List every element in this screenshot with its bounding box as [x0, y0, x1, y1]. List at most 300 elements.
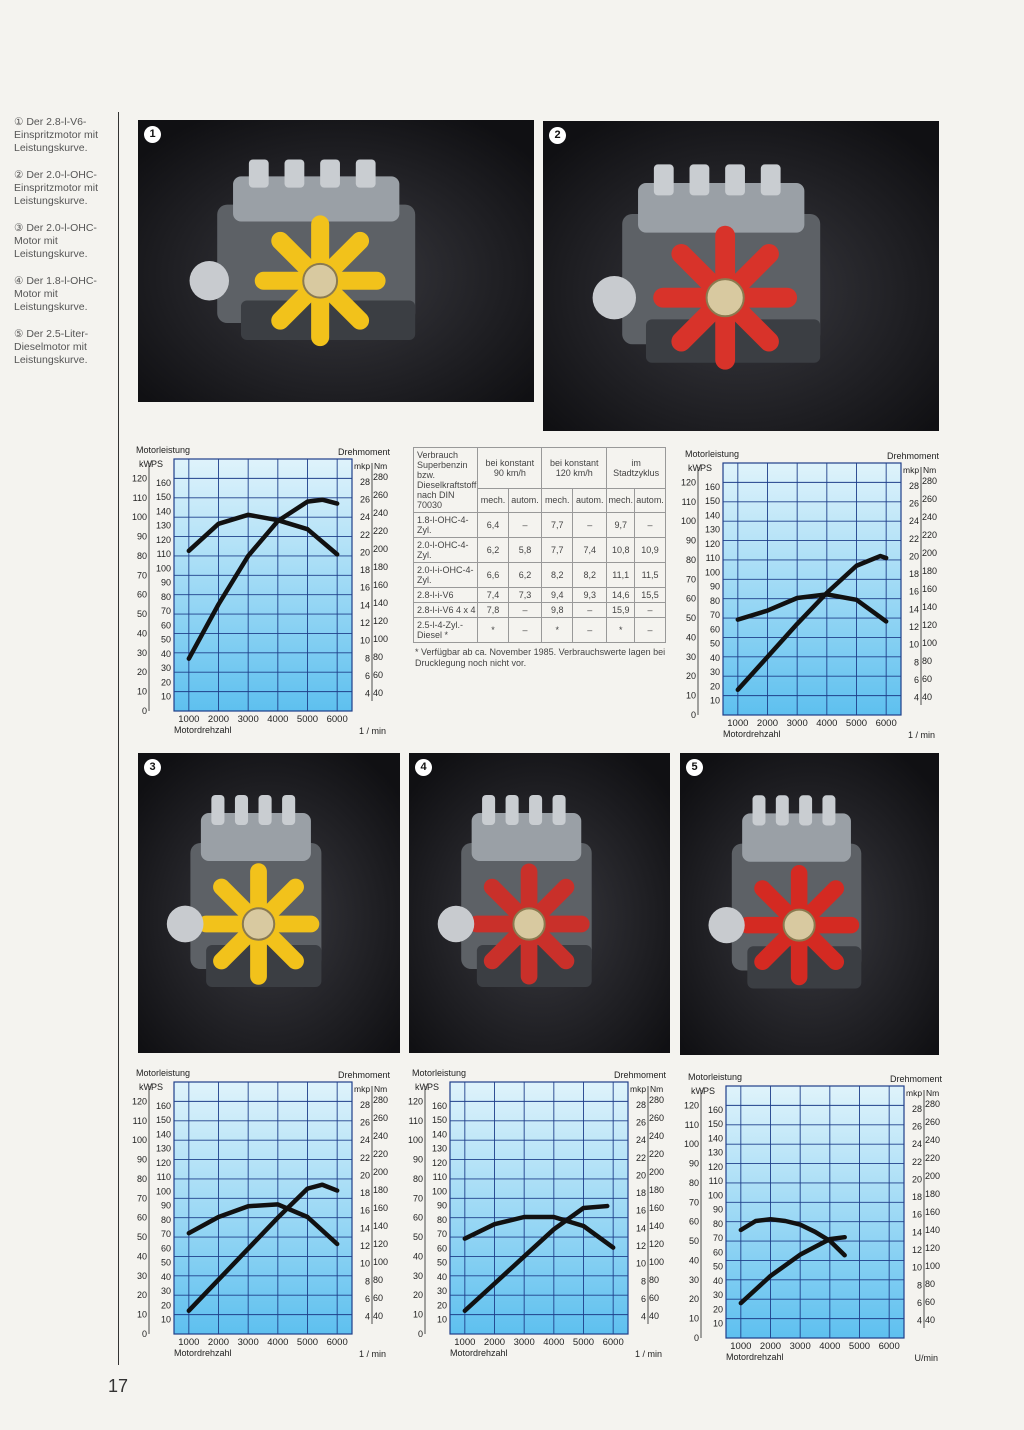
kw-tick-label: 100 [680, 516, 696, 527]
mkp-tick-label: 12 [635, 1241, 646, 1252]
table-cell: * [478, 618, 508, 643]
ps-tick-label: 160 [155, 477, 171, 488]
ps-tick-label: 20 [712, 1304, 723, 1315]
ps-tick-label: 70 [709, 610, 720, 621]
mkp-tick-label: 14 [359, 1223, 370, 1234]
nm-tick-label: 200 [925, 1171, 941, 1181]
table-cell: 8,2 [542, 563, 573, 588]
ps-tick-label: 100 [704, 567, 720, 578]
ps-tick-label: 30 [709, 667, 720, 678]
kw-tick-label: 50 [688, 1236, 699, 1247]
x-tick-label: 5000 [296, 1337, 319, 1348]
nm-tick-label: 40 [649, 1311, 660, 1321]
x-tick-label: 5000 [296, 714, 319, 725]
mkp-tick-label: 6 [364, 671, 370, 682]
kw-tick-label: 30 [412, 1270, 423, 1281]
kw-tick-label: 70 [688, 1197, 699, 1208]
table-cell: * [607, 618, 635, 643]
kw-tick-label: 10 [685, 690, 696, 701]
y-right-title: Drehmoment [613, 1070, 666, 1080]
nm-tick-label: 80 [373, 652, 384, 662]
x-tick-label: 3000 [237, 714, 259, 725]
plot-area [726, 1086, 904, 1338]
nm-tick-label: 120 [925, 1243, 941, 1253]
nm-tick-label: 280 [373, 472, 389, 482]
ps-tick-label: 30 [160, 1286, 171, 1297]
mkp-tick-label: 12 [911, 1245, 922, 1256]
ps-tick-label: 40 [436, 1271, 447, 1282]
ps-tick-label: 70 [712, 1233, 723, 1244]
mkp-tick-label: 14 [359, 600, 370, 611]
ps-tick-label: 50 [436, 1257, 447, 1268]
mkp-tick-label: 10 [635, 1258, 646, 1269]
nm-unit-label: Nm [926, 1088, 940, 1098]
fan [747, 873, 851, 977]
x-tick-label: 2000 [207, 1337, 230, 1348]
table-group-120: bei konstant 120 km/h [542, 448, 607, 489]
kw-tick-label: 20 [412, 1290, 423, 1301]
kw-tick-label: 100 [683, 1139, 699, 1150]
ps-unit-label: PS [151, 1082, 164, 1092]
fan-hub [243, 908, 274, 939]
alternator [190, 261, 229, 300]
chart-svg [131, 1066, 394, 1362]
intake-runner [753, 795, 766, 825]
nm-tick-label: 140 [925, 1225, 941, 1235]
table-cell: * [542, 618, 573, 643]
mkp-tick-label: 14 [911, 1227, 922, 1238]
engine-photo-3 [138, 753, 400, 1053]
nm-tick-label: 120 [373, 1239, 389, 1249]
intake-runner [356, 159, 376, 187]
ps-tick-label: 120 [431, 1157, 447, 1168]
y-right-title: Drehmoment [337, 447, 390, 457]
row-label: 2.8-l-i-V6 4 x 4 [414, 603, 478, 618]
x-unit-label: 1 / min [634, 1349, 662, 1359]
intake-runner [482, 795, 495, 825]
ps-tick-label: 100 [155, 563, 171, 574]
alternator [708, 907, 744, 943]
x-tick-label: 6000 [602, 1337, 624, 1348]
kw-tick-label: 110 [408, 1115, 423, 1126]
table-cell: – [573, 618, 607, 643]
ps-tick-label: 30 [712, 1290, 723, 1301]
intake-runner [799, 795, 812, 825]
mkp-tick-label: 24 [635, 1135, 646, 1146]
x-axis-title: Motordrehzahl [450, 1348, 508, 1358]
kw-tick-label: 40 [688, 1255, 699, 1266]
mkp-tick-label: 20 [908, 551, 919, 562]
nm-tick-label: 160 [922, 584, 938, 594]
kw-tick-label: 30 [136, 647, 147, 658]
x-tick-label: 3000 [786, 718, 808, 729]
fan [663, 236, 787, 360]
table-cell: – [635, 618, 666, 643]
mkp-tick-label: 20 [635, 1170, 646, 1181]
kw-tick-label: 120 [131, 473, 147, 484]
caption-3: ③ Der 2.0-l-OHC-Motor mit Leistungskurve. [14, 222, 97, 260]
table-cell: 6,6 [478, 563, 508, 588]
mkp-tick-label: 26 [911, 1121, 922, 1132]
kw-tick-label: 70 [685, 574, 696, 585]
engine-photo-4 [409, 753, 670, 1053]
mkp-tick-label: 6 [640, 1294, 646, 1305]
table-group-90: bei konstant 90 km/h [478, 448, 542, 489]
kw-tick-label: 80 [136, 550, 147, 561]
kw-tick-label: 70 [412, 1193, 423, 1204]
mkp-tick-label: 8 [913, 657, 919, 668]
x-tick-label: 1000 [730, 1341, 752, 1352]
ps-tick-label: 40 [709, 652, 720, 663]
kw-tick-label: 50 [685, 613, 696, 624]
mkp-tick-label: 24 [359, 1135, 370, 1146]
mkp-tick-label: 20 [359, 547, 370, 558]
ps-tick-label: 160 [704, 481, 720, 492]
kw-tick-label: 110 [132, 492, 147, 503]
x-tick-label: 1000 [178, 1337, 200, 1348]
kw-unit-label: kW [688, 463, 701, 473]
row-label: 2.5-l-4-Zyl.-Diesel * [414, 618, 478, 643]
mkp-tick-label: 22 [908, 533, 919, 544]
x-tick-label: 5000 [848, 1341, 871, 1352]
power-chart-5 [683, 1070, 946, 1366]
nm-unit-label: Nm [650, 1084, 664, 1094]
nm-unit-label: Nm [374, 461, 388, 471]
ps-tick-label: 60 [712, 1247, 723, 1258]
ps-tick-label: 90 [709, 581, 720, 592]
kw-tick-label: 0 [417, 1329, 423, 1339]
ps-tick-label: 130 [155, 1143, 171, 1154]
ps-tick-label: 130 [704, 524, 720, 535]
nm-tick-label: 40 [373, 688, 384, 698]
table-row [414, 603, 666, 618]
x-tick-label: 1000 [727, 718, 749, 729]
x-unit-label: 1 / min [358, 1349, 386, 1359]
x-tick-label: 4000 [543, 1337, 565, 1348]
nm-tick-label: 180 [373, 562, 389, 572]
ps-tick-label: 50 [160, 1257, 171, 1268]
ps-tick-label: 100 [707, 1190, 723, 1201]
table-row [414, 513, 666, 538]
x-tick-label: 5000 [572, 1337, 595, 1348]
x-tick-label: 6000 [875, 718, 897, 729]
y-left-title: Motorleistung [136, 445, 191, 455]
photo-number-badge: 3 [144, 759, 161, 776]
mkp-tick-label: 8 [916, 1280, 922, 1291]
nm-tick-label: 100 [922, 638, 938, 648]
kw-tick-label: 0 [141, 706, 147, 716]
mkp-tick-label: 28 [908, 480, 919, 491]
nm-tick-label: 200 [649, 1167, 665, 1177]
mkp-tick-label: 12 [908, 622, 919, 633]
kw-tick-label: 80 [412, 1173, 423, 1184]
kw-tick-label: 90 [136, 1154, 147, 1165]
table-cell: – [573, 513, 607, 538]
fan [477, 872, 581, 976]
ps-tick-label: 20 [436, 1300, 447, 1311]
kw-tick-label: 40 [136, 628, 147, 639]
mkp-tick-label: 18 [359, 565, 370, 576]
table-cell: 7,8 [478, 603, 508, 618]
kw-tick-label: 50 [136, 609, 147, 620]
kw-tick-label: 20 [136, 667, 147, 678]
nm-tick-label: 60 [925, 1297, 936, 1307]
table-cell: – [508, 513, 542, 538]
kw-tick-label: 110 [132, 1115, 147, 1126]
mkp-tick-label: 18 [911, 1192, 922, 1203]
nm-tick-label: 280 [373, 1095, 389, 1105]
table-subheader: mech. [542, 488, 573, 512]
mkp-tick-label: 26 [359, 1117, 370, 1128]
ps-tick-label: 140 [431, 1129, 447, 1140]
kw-tick-label: 40 [685, 632, 696, 643]
ps-tick-label: 20 [160, 677, 171, 688]
x-axis-title: Motordrehzahl [174, 725, 232, 735]
nm-tick-label: 180 [922, 566, 938, 576]
nm-tick-label: 160 [373, 580, 389, 590]
fan-hub [513, 908, 544, 939]
ps-tick-label: 20 [160, 1300, 171, 1311]
y-right-title: Drehmoment [889, 1074, 942, 1084]
mkp-tick-label: 16 [908, 586, 919, 597]
ps-tick-label: 50 [160, 634, 171, 645]
x-tick-label: 6000 [326, 714, 348, 725]
nm-tick-label: 220 [925, 1153, 941, 1163]
table-subheader: autom. [508, 488, 542, 512]
ps-tick-label: 150 [155, 1115, 171, 1126]
ps-tick-label: 10 [160, 1314, 171, 1325]
kw-tick-label: 90 [688, 1158, 699, 1169]
mkp-tick-label: 4 [916, 1315, 922, 1326]
ps-tick-label: 150 [431, 1115, 447, 1126]
nm-tick-label: 80 [373, 1275, 384, 1285]
caption-4: ④ Der 1.8-l-OHC-Motor mit Leistungskurve. [14, 275, 97, 313]
kw-tick-label: 110 [681, 496, 696, 507]
ps-tick-label: 60 [436, 1243, 447, 1254]
engine-illustration [138, 120, 534, 402]
ps-tick-label: 80 [712, 1218, 723, 1229]
x-tick-label: 4000 [816, 718, 838, 729]
intake-runner [725, 164, 745, 195]
nm-tick-label: 100 [373, 634, 389, 644]
nm-tick-label: 40 [922, 692, 933, 702]
ps-tick-label: 110 [156, 549, 171, 560]
intake-runner [822, 795, 835, 825]
mkp-tick-label: 18 [908, 569, 919, 580]
kw-unit-label: kW [691, 1086, 704, 1096]
y-left-title: Motorleistung [136, 1068, 191, 1078]
nm-tick-label: 260 [649, 1113, 665, 1123]
table-cell: 9,7 [607, 513, 635, 538]
mkp-unit-label: mkp [354, 461, 371, 471]
nm-tick-label: 60 [373, 1293, 384, 1303]
consumption-table-block [413, 447, 666, 669]
ps-tick-label: 120 [155, 534, 171, 545]
chart-svg [131, 443, 394, 739]
power-chart-4 [407, 1066, 670, 1362]
nm-tick-label: 100 [373, 1257, 389, 1267]
ps-tick-label: 40 [712, 1275, 723, 1286]
x-tick-label: 2000 [756, 718, 779, 729]
kw-tick-label: 70 [136, 570, 147, 581]
table-cell: 6,2 [508, 563, 542, 588]
kw-tick-label: 30 [136, 1270, 147, 1281]
table-cell: – [573, 603, 607, 618]
kw-tick-label: 80 [136, 1173, 147, 1184]
nm-tick-label: 160 [373, 1203, 389, 1213]
mkp-tick-label: 10 [359, 1258, 370, 1269]
nm-unit-label: Nm [923, 465, 937, 475]
mkp-unit-label: mkp [906, 1088, 923, 1098]
kw-tick-label: 90 [685, 535, 696, 546]
mkp-tick-label: 6 [913, 675, 919, 686]
intake-runner [690, 164, 710, 195]
ps-tick-label: 10 [709, 695, 720, 706]
y-right-title: Drehmoment [337, 1070, 390, 1080]
mkp-tick-label: 28 [359, 476, 370, 487]
nm-tick-label: 220 [922, 530, 938, 540]
table-cell: 5,8 [508, 538, 542, 563]
kw-tick-label: 60 [688, 1216, 699, 1227]
mkp-tick-label: 26 [908, 498, 919, 509]
mkp-tick-label: 26 [359, 494, 370, 505]
ps-tick-label: 110 [156, 1172, 171, 1183]
engine-illustration [680, 753, 939, 1055]
x-tick-label: 3000 [237, 1337, 259, 1348]
table-cell: – [635, 513, 666, 538]
y-left-title: Motorleistung [685, 449, 740, 459]
table-cell: 10,8 [607, 538, 635, 563]
table-cell: – [508, 618, 542, 643]
x-tick-label: 3000 [513, 1337, 535, 1348]
kw-tick-label: 40 [412, 1251, 423, 1262]
intake-runner [259, 795, 272, 825]
kw-tick-label: 60 [412, 1212, 423, 1223]
table-cell: 8,2 [573, 563, 607, 588]
plot-area [174, 459, 352, 711]
ps-tick-label: 60 [160, 1243, 171, 1254]
row-label: 2.0-l-OHC-4-Zyl. [414, 538, 478, 563]
kw-tick-label: 20 [136, 1290, 147, 1301]
table-subheader: autom. [635, 488, 666, 512]
ps-tick-label: 10 [712, 1318, 723, 1329]
ps-tick-label: 130 [431, 1143, 447, 1154]
kw-tick-label: 40 [136, 1251, 147, 1262]
kw-tick-label: 50 [412, 1232, 423, 1243]
ps-tick-label: 130 [155, 520, 171, 531]
kw-tick-label: 70 [136, 1193, 147, 1204]
table-cell: 7,7 [542, 538, 573, 563]
x-tick-label: 2000 [759, 1341, 782, 1352]
table-subheader: mech. [478, 488, 508, 512]
ps-unit-label: PS [703, 1086, 716, 1096]
ps-tick-label: 20 [709, 681, 720, 692]
ps-tick-label: 40 [160, 1271, 171, 1282]
x-axis-title: Motordrehzahl [174, 1348, 232, 1358]
nm-tick-label: 220 [373, 526, 389, 536]
nm-tick-label: 260 [373, 490, 389, 500]
mkp-tick-label: 22 [359, 1152, 370, 1163]
kw-tick-label: 0 [690, 710, 696, 720]
table-subheader: autom. [573, 488, 607, 512]
nm-tick-label: 280 [922, 476, 938, 486]
page-number: 17 [108, 1376, 129, 1396]
mkp-tick-label: 12 [359, 1241, 370, 1252]
x-tick-label: 2000 [483, 1337, 506, 1348]
nm-tick-label: 260 [925, 1117, 941, 1127]
mkp-tick-label: 28 [911, 1103, 922, 1114]
mkp-unit-label: mkp [630, 1084, 647, 1094]
x-tick-label: 4000 [267, 1337, 289, 1348]
kw-tick-label: 20 [685, 671, 696, 682]
table-subheader: mech. [607, 488, 635, 512]
table-cell: 7,4 [573, 538, 607, 563]
ps-tick-label: 120 [707, 1161, 723, 1172]
mkp-tick-label: 28 [635, 1099, 646, 1110]
mkp-tick-label: 22 [635, 1152, 646, 1163]
kw-tick-label: 80 [685, 554, 696, 565]
ps-tick-label: 80 [436, 1214, 447, 1225]
ps-tick-label: 60 [160, 620, 171, 631]
nm-tick-label: 180 [373, 1185, 389, 1195]
engine-photo-5 [680, 753, 939, 1055]
nm-tick-label: 260 [373, 1113, 389, 1123]
kw-tick-label: 80 [688, 1177, 699, 1188]
ps-tick-label: 130 [707, 1147, 723, 1158]
ps-unit-label: PS [427, 1082, 440, 1092]
caption-column [14, 116, 114, 381]
ps-tick-label: 80 [709, 595, 720, 606]
ps-tick-label: 120 [155, 1157, 171, 1168]
nm-tick-label: 140 [922, 602, 938, 612]
ps-tick-label: 100 [431, 1186, 447, 1197]
nm-tick-label: 160 [925, 1207, 941, 1217]
ps-tick-label: 110 [708, 1176, 723, 1187]
nm-tick-label: 240 [925, 1135, 941, 1145]
kw-unit-label: kW [415, 1082, 428, 1092]
mkp-tick-label: 16 [359, 1205, 370, 1216]
table-row [414, 563, 666, 588]
ps-tick-label: 120 [704, 538, 720, 549]
ps-tick-label: 90 [712, 1204, 723, 1215]
intake-runner [761, 164, 781, 195]
y-right-title: Drehmoment [886, 451, 939, 461]
intake-runner [249, 159, 269, 187]
intake-runner [285, 159, 305, 187]
table-cell: 15,9 [607, 603, 635, 618]
nm-tick-label: 200 [373, 1167, 389, 1177]
mkp-tick-label: 4 [364, 688, 370, 699]
power-chart-3 [131, 1066, 394, 1362]
x-unit-label: 1 / min [907, 730, 935, 740]
chart-svg [407, 1066, 670, 1362]
ps-tick-label: 110 [705, 553, 720, 564]
ps-tick-label: 140 [155, 1129, 171, 1140]
kw-tick-label: 60 [685, 593, 696, 604]
x-tick-label: 1000 [178, 714, 200, 725]
kw-unit-label: kW [139, 459, 152, 469]
x-tick-label: 6000 [326, 1337, 348, 1348]
intake-runner [776, 795, 789, 825]
ps-tick-label: 50 [712, 1261, 723, 1272]
nm-unit-label: Nm [374, 1084, 388, 1094]
mkp-tick-label: 8 [364, 1276, 370, 1287]
intake-runner [282, 795, 295, 825]
nm-tick-label: 80 [649, 1275, 660, 1285]
kw-tick-label: 120 [131, 1096, 147, 1107]
fan-hub [707, 279, 744, 316]
nm-tick-label: 40 [925, 1315, 936, 1325]
